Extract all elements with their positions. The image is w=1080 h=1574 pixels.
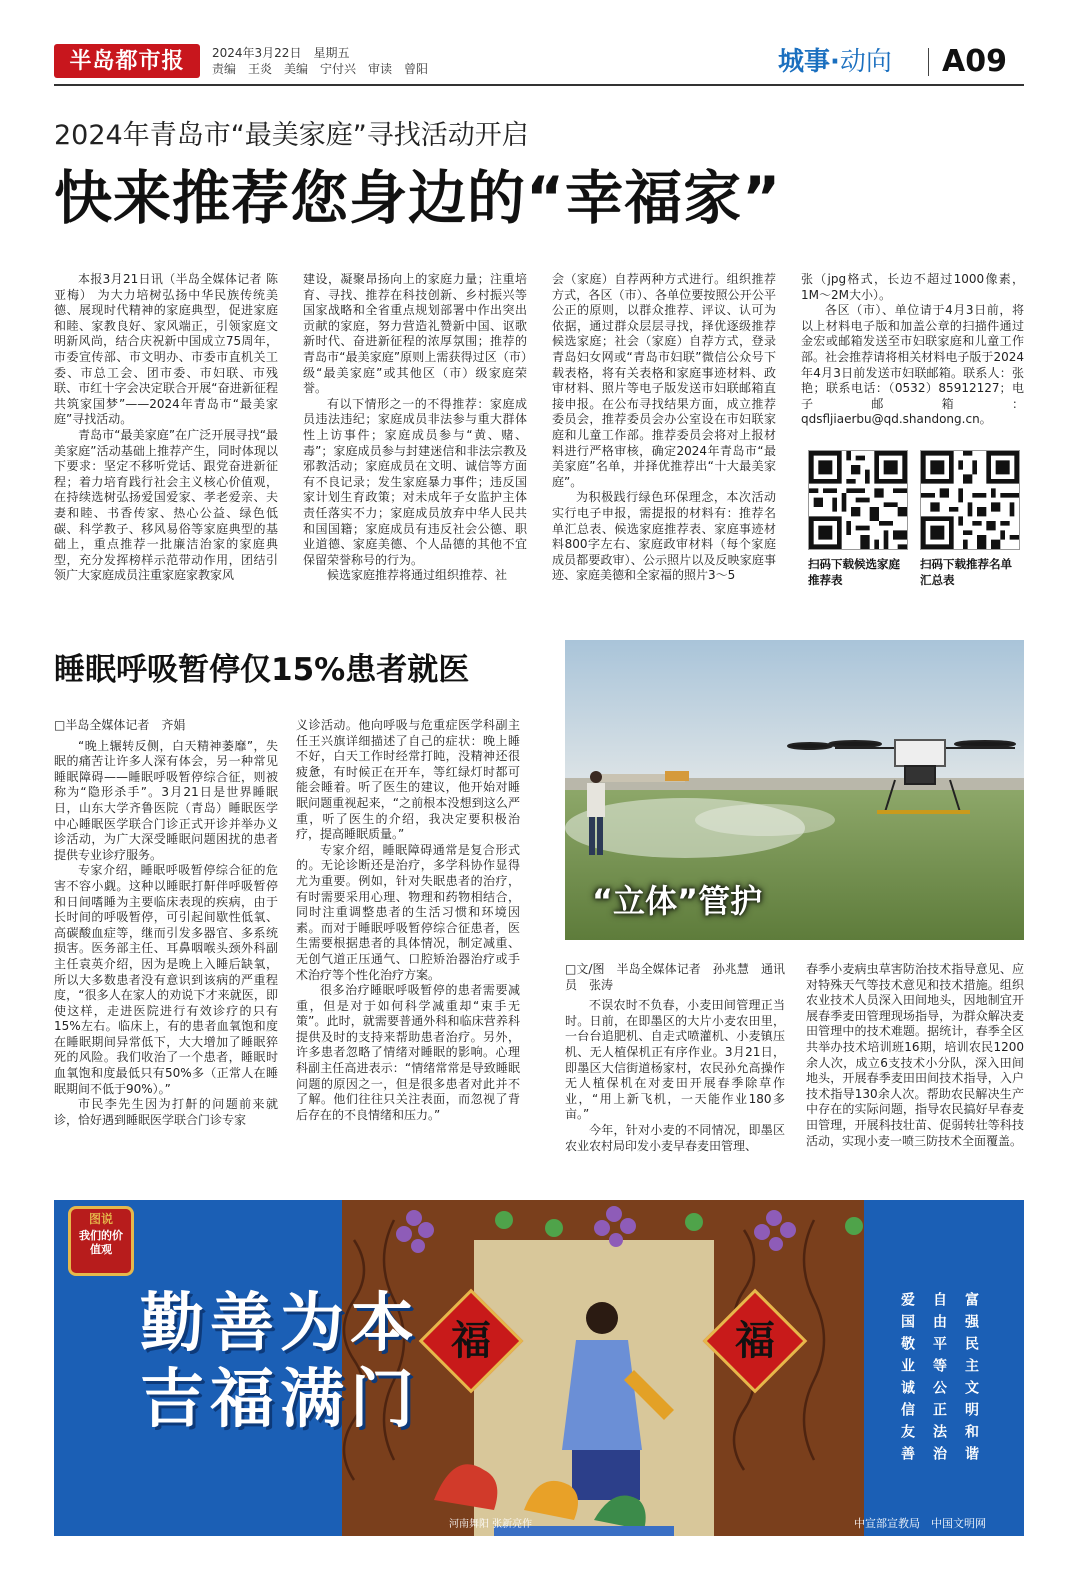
newspaper-masthead-logo: 半岛都市报	[54, 44, 200, 78]
slogan-line-2: 吉福满门	[140, 1362, 420, 1437]
section-title	[778, 45, 892, 79]
paragraph: 春季小麦病虫草害防治技术指导意见、应对特殊天气等技术意见和技术措施。组织农业技术人员深入田间地头，因地制宜开展春季麦田管理现场指导，为群众解决麦田管理中的技术难题。据统计，春季全区共举办技术培训班16期，培训农民1200余人次，成立6支技术小分队，深入田间地头，开展春季麦田田间技术指导，入户技术指导130余人次。帮助农民解决生产中存在的实际问题，指导农民搞好早春麦田管理，开展科技壮苗、促弱转壮等科技活动，实现小麦一喷三防技术全面覆盖。	[806, 962, 1024, 1148]
section-subname: 动向	[839, 47, 892, 77]
paragraph: 专家介绍，睡眠障碍通常是复合形式的。无论诊断还是治疗，多学科协作显得尤为重要。例如，针对失眠患者的治疗，有时需要采用心理、物理和药物相结合，同时注重调整患者的生活习惯和环境因素。而对于睡眠呼吸暂停综合征患者，医生需要根据患者的具体情况，制定减重、无创气道正压通气、口腔矫治器治疗或手术治疗等个性化治疗方案。	[296, 842, 520, 982]
section-name: 城事	[778, 47, 831, 77]
core-values-column-2: 自由平等公正法治	[931, 1292, 947, 1468]
qr-code-icon	[809, 451, 907, 549]
core-values-column-3: 爱国敬业诚信友善	[899, 1292, 915, 1468]
paragraph: 本报3月21日讯（半岛全媒体记者 陈亚梅） 为大力培树弘扬中华民族传统美德、展现时代精神的家庭典型，促进家庭和睦、家教良好、家风端正，引领家庭文明新风尚，结合庆祝新中国成立75周年，市委宣传部、市文明办、市委市直机关工委、市总工会、团市委、市妇联、市残联、市红十字会决定联合开展“奋进新征程 共筑家国梦”——2024年青岛市“最美家庭”寻找活动。	[54, 272, 291, 427]
byline: □文/图 半岛全媒体记者 孙兆慧 通讯员 张涛	[565, 962, 785, 992]
paragraph: “晚上辗转反侧，白天精神萎靡”，失眠的痛苦让许多人深有体会，另一种常见睡眠障碍——睡眠呼吸暂停综合征，则被称为“隐形杀手”。3月21日是世界睡眠日，山东大学齐鲁医院（青岛）睡眠医学中心睡眠医学联合门诊正式开诊并举办义诊活动，为广大深受睡眠问题困扰的患者提供专业诊疗服务。	[54, 738, 278, 862]
badge-main-text: 我们的价值观	[79, 1229, 123, 1256]
paragraph: 张（jpg格式，长边不超过1000像素，1M～2M大小）。	[801, 272, 1024, 302]
qr-code-family-form[interactable]	[808, 450, 908, 550]
article-kicker: 2024年青岛市“最美家庭”寻找活动开启	[54, 120, 529, 151]
artwork-credit: 河南舞阳 张新亮作	[449, 1519, 533, 1530]
paragraph: 候选家庭推荐将通过组织推荐、社	[327, 568, 508, 583]
paragraph: 今年，针对小麦的不同情况，即墨区农业农村局印发小麦早春麦田管理、	[565, 1122, 785, 1153]
page-number: A09	[942, 44, 1007, 79]
paragraph: 各区（市）、单位请于4月3日前，将以上材料电子版和加盖公章的扫描件通过金宏或邮箱发送至市妇联家庭和儿童工作部。社会推荐请将相关材料电子版于2024年4月3日前发送市妇联邮箱。联系人：张艳；联系电话：（0532）85912127；电子邮箱：qdsfljiaerbu@qd.shandong.cn。	[801, 303, 1024, 427]
slogan-line-1: 勤善为本	[140, 1286, 420, 1361]
article2-column-2	[296, 718, 520, 1180]
main-headline: 快来推荐您身边的“幸福家”	[54, 164, 782, 232]
qr-caption-family-form: 扫码下载候选家庭推荐表	[808, 557, 900, 587]
paragraph: 为积极践行绿色环保理念，本次活动实行电子申报，需提报的材料有：推荐名单汇总表、候选家庭推荐表、家庭事迹材料800字左右、家庭政审材料（每个家庭成员都要政审）、公示照片以及反映家庭事迹、家庭美德和全家福的照片3～5	[552, 490, 776, 583]
article3-column-2	[806, 962, 1024, 1182]
paragraph: 不误农时不负春，小麦田间管理正当时。日前，在即墨区的大片小麦农田里，一台台追肥机、自走式喷灌机、小麦镇压机、无人植保机正有序作业。3月21日，即墨区大信街道杨家村，农民孙允高操作无人植保机在对麦田开展春季除草作业，“用上新飞机，一天能作业180多亩。”	[565, 998, 785, 1122]
qr-caption-summary-form: 扫码下载推荐名单汇总表	[920, 557, 1012, 587]
badge-top-text: 图说	[88, 1212, 113, 1226]
paragraph: 有以下情形之一的不得推荐：家庭成员违法违纪；家庭成员非法参与重大群体性上访事件；家庭成员参与“黄、赌、毒”；家庭成员参与封建迷信和非法宗教及邪教活动；家庭成员在文明、诚信等方面有不良记录；发生家庭暴力事件；违反国家计划生育政策；对未成年子女监护主体责任落实不力；家庭成员放弃中华人民共和国国籍；家庭成员有违反社会公德、职业道德、家庭美德、个人品德的其他不宜保留荣誉称号的行为。	[303, 396, 527, 567]
article1-column-1	[54, 272, 291, 590]
paragraph: 会（家庭）自荐两种方式进行。组织推荐方式，各区（市）、各单位要按照公开公平公正的原则，以群众推荐、评议、认可为依据，通过群众层层寻找，择优逐级推荐候选家庭；社会（家庭）自荐方式，登录青岛妇女网或“青岛市妇联”微信公众号下载表格，将有关表格和家庭事迹材料、政审材料、照片等电子版发送市妇联邮箱直接申报。在公布寻找结果方面，成立推荐委员会，推荐委员会办公室设在市妇联家庭和儿童工作部。推荐委员会将对上报材料进行严格审核，确定2024年青岛市“最美家庭”名单，并择优推荐出“十大最美家庭”。	[552, 272, 776, 489]
article2-column-1	[54, 718, 278, 1180]
editors-credit: 责编 王炎 美编 宁付兴 审读 曾阳	[212, 62, 429, 76]
values-badge	[68, 1206, 134, 1276]
fu-text: 福	[451, 1317, 491, 1364]
paragraph: 很多治疗睡眠呼吸暂停的患者需要减重，但是对于如何科学减重却“束手无策”。此时，就需要普通外科和临床营养科提供及时的支持来帮助患者治疗。另外，许多患者忽略了情绪对睡眠的影响。心理科副主任高进表示：“情绪常常是导致睡眠问题的原因之一，但是很多患者对此并不了解。他们往往只关注表面，而忽视了背后存在的不良情绪和压力。”	[296, 983, 520, 1122]
section-dot: ·	[830, 47, 840, 77]
paragraph: 义诊活动。他向呼吸与危重症医学科副主任王兴旗详细描述了自己的症状：晚上睡不好，白天工作时经常打盹，没精神还很疲惫，有时候正在开车，等红绿灯时都可能会睡着。听了医生的建议，他开始对睡眠问题重视起来，“之前根本没想到这么严重，听了医生的介绍，我决定要积极治疗，提高睡眠质量。”	[296, 718, 520, 842]
public-service-banner	[54, 1200, 1024, 1536]
header-rule	[54, 84, 1024, 86]
paragraph: 建设，凝聚昂扬向上的家庭力量；注重培育、寻找、推荐在科技创新、乡村振兴等国家战略和全省重点规划部署中作出突出贡献的家庭，努力营造礼赞新中国、讴歌新时代、奋进新征程的浓厚氛围；推荐的青岛市“最美家庭”原则上需获得过区（市）级“最美家庭”或其他区（市）级家庭荣誉。	[303, 272, 527, 396]
sleep-article-headline: 睡眠呼吸暂停仅15%患者就医	[54, 652, 470, 688]
article1-column-3	[552, 272, 776, 590]
paragraph: 青岛市“最美家庭”在广泛开展寻找“最美家庭”活动基础上推荐产生，同时体现以下要求：坚定不移听党话、跟党奋进新征程；着力培育践行社会主义核心价值观，在持续选树弘扬爱国爱家、孝老爱亲、夫妻和睦、书香传家、热心公益、绿色低碳、科学教子、移风易俗等家庭典型的基础上，重点推荐一批廉洁治家的家庭典型，充分发挥榜样示范带动作用，团结引领广大家庭成员注重家庭家教家风	[54, 427, 278, 583]
banner-publisher: 中宣部宣教局 中国文明网	[854, 1517, 986, 1530]
core-values-column-1: 富强民主文明和谐	[963, 1292, 979, 1468]
article1-column-4	[801, 272, 1024, 432]
qr-code-icon	[921, 451, 1019, 549]
article1-column-2	[303, 272, 527, 590]
paragraph: 市民李先生因为打鼾的问题前来就诊，恰好遇到睡眠医学联合门诊专家	[54, 1097, 278, 1127]
photo-caption: “立体”管护	[592, 882, 763, 920]
qr-code-summary-form[interactable]	[920, 450, 1020, 550]
byline: □半岛全媒体记者 齐娟	[54, 718, 186, 732]
fu-text: 福	[735, 1317, 775, 1364]
paragraph: 专家介绍，睡眠呼吸暂停综合征的危害不容小觑。这种以睡眠打鼾伴呼吸暂停和日间嗜睡为主要临床表现的疾病，由于长时间的呼吸暂停，可引起间歇性低氧、高碳酸血症等，继而引发多器官、多系统损害。医务部主任、耳鼻咽喉头颈外科副主任袁英介绍，因为是晚上入睡后缺氧，所以大多数患者没有意识到该病的严重程度，“很多人在家人的劝说下才来就医，即使这样，走进医院进行有效诊疗的只有15%左右。临床上，有的患者血氧饱和度在睡眠期间异常低下，大大增加了睡眠猝死的风险。我们收治了一个患者，睡眠时血氧饱和度最低只有50%多（正常人在睡眠期间不低于90%）。”	[54, 863, 278, 1096]
article3-column-1	[565, 962, 785, 1182]
section-separator	[928, 48, 929, 76]
issue-date: 2024年3月22日 星期五	[212, 46, 350, 60]
